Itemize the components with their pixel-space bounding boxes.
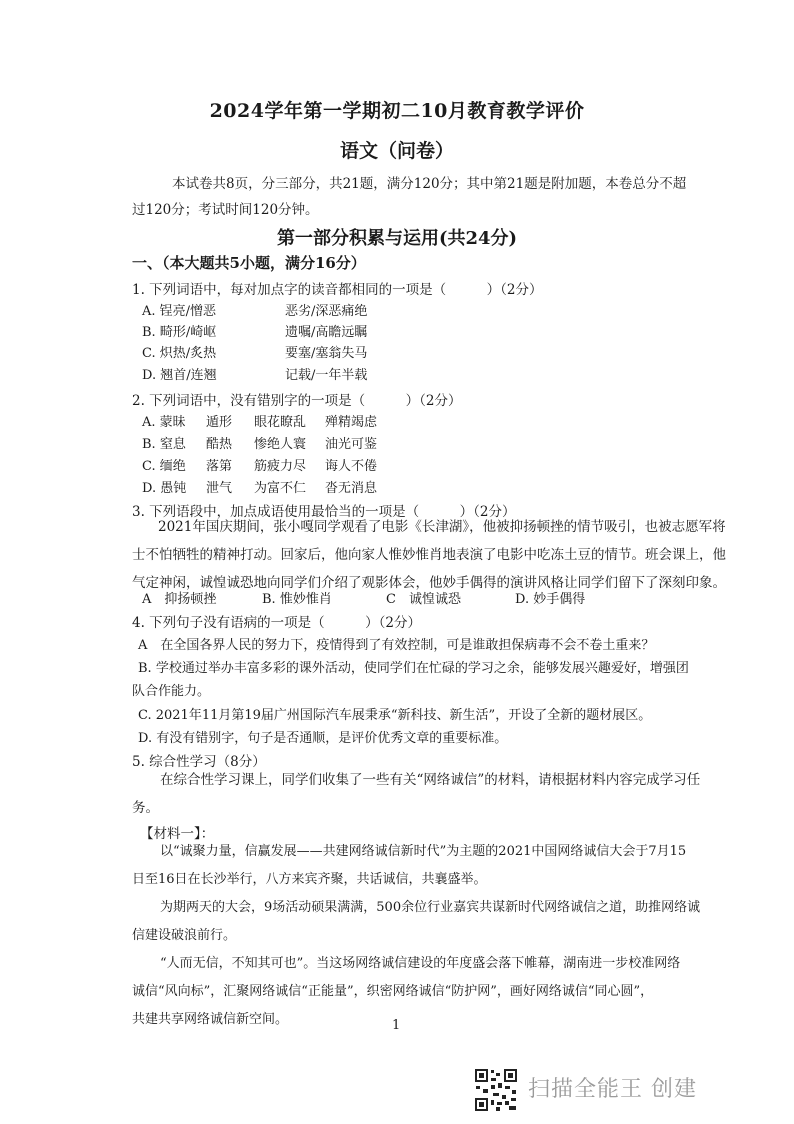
q3-option-b: B. 惟妙惟肖 — [262, 592, 332, 607]
q3-passage-line: 2021年国庆期间，张小嘎同学观看了电影《长津湖》，他被抑扬顿挫的情节吸引，也被志愿军将 — [158, 519, 726, 535]
q2-option-b-4: 油光可鉴 — [325, 437, 378, 452]
q2-option-d-2: 泄气 — [206, 481, 233, 496]
material-line: 诚信“风向标”，汇聚网络诚信“正能量”，织密网络诚信“防护网”，画好网络诚信“同心圆”， — [132, 984, 654, 999]
q2-option-a-3: 眼花瞭乱 — [254, 415, 307, 430]
q2-option-d-1: D. 愚钝 — [142, 481, 187, 496]
q4-option-d: D. 有没有错别字，句子是否通顺，是评价优秀文章的重要标准。 — [138, 731, 508, 746]
q1-option-a-left: A. 锃亮/憎恶 — [142, 304, 217, 319]
q5-intro-line: 在综合性学习课上，同学们收集了一些有关“网络诚信”的材料，请根据材料内容完成学习任 — [160, 772, 701, 788]
q2-option-c-2: 落第 — [206, 459, 233, 474]
q1-option-c-right: 要塞/塞翁失马 — [285, 346, 368, 361]
q1-option-b-right: 遗嘱/高瞻远瞩 — [285, 325, 368, 340]
q2-option-b-3: 惨绝人寰 — [254, 437, 307, 452]
q4-option-b: B. 学校通过举办丰富多彩的课外活动，使同学们在忙碌的学习之余，能够发展兴趣爱好，增强团 — [138, 661, 689, 676]
q3-option-d: D. 妙手偶得 — [515, 592, 586, 607]
exam-intro — [132, 171, 692, 223]
q3-passage — [132, 513, 726, 597]
q2-option-c-4: 诲人不倦 — [325, 459, 378, 474]
q4-option-c: C. 2021年11月第19届广州国际汽车展秉承“新科技、新生活”，开设了全新的题材展区。 — [138, 708, 652, 723]
q1-option-d-left: D. 翘首/连翘 — [142, 368, 217, 383]
scanner-watermark: 扫描全能王 创建 — [528, 1077, 697, 1102]
qr-code-icon — [474, 1068, 518, 1112]
page-number: 1 — [392, 1018, 401, 1033]
material-line: 日至16日在长沙举行，八方来宾齐聚，共话诚信，共襄盛举。 — [132, 872, 487, 887]
q2-option-a-4: 殚精竭虑 — [325, 415, 378, 430]
q5-intro-line: 务。 — [132, 800, 159, 816]
q1-option-d-right: 记载/一年半载 — [285, 368, 368, 383]
material-line: 信建设破浪前行。 — [132, 928, 237, 943]
q5-intro — [132, 766, 722, 822]
question-4-stem: 4. 下列句子没有语病的一项是（ ）（2分） — [132, 615, 422, 631]
question-3-stem: 3. 下列语段中，加点成语使用最恰当的一项是（ ）（2分） — [132, 504, 516, 520]
q2-option-a-2: 遁形 — [206, 415, 233, 430]
material-line: 为期两天的大会，9场活动硕果满满，500余位行业嘉宾共谋新时代网络诚信之道，助推网络诚 — [160, 900, 701, 915]
material-one-text — [132, 838, 722, 1034]
q4-option-b-cont: 队合作能力。 — [132, 684, 211, 699]
q2-option-b-1: B. 窒息 — [142, 437, 186, 452]
q2-option-c-1: C. 缅绝 — [142, 459, 186, 474]
question-5-stem: 5. 综合性学习（8分） — [132, 754, 266, 770]
part-one-title: 第一部分积累与运用(共24分) — [276, 228, 518, 249]
exam-title: 2024学年第一学期初二10月教育教学评价 — [209, 100, 585, 122]
q4-option-a: A 在全国各界人民的努力下，疫情得到了有效控制，可是谁敢担保病毒不会不卷土重来？ — [138, 638, 655, 653]
q1-option-a-right: 恶劣/深恶痛绝 — [285, 304, 368, 319]
question-1-stem: 1. 下列词语中，每对加点字的读音都相同的一项是（ ）（2分） — [132, 282, 543, 298]
q2-option-d-4: 沓无消息 — [325, 481, 378, 496]
intro-line: 本试卷共8页，分三部分，共21题，满分120分；其中第21题是附加题，本卷总分不超 — [172, 176, 687, 192]
material-one-label: 【材料一】： — [140, 826, 215, 842]
q2-option-a-1: A. 蒙昧 — [142, 415, 186, 430]
q2-option-d-3: 为富不仁 — [254, 481, 307, 496]
material-line: “人而无信，不知其可也”。当这场网络诚信建设的年度盛会落下帷幕，湖南进一步校准网络 — [160, 956, 681, 971]
q1-option-c-left: C. 炽热/炙热 — [142, 346, 217, 361]
question-2-stem: 2. 下列词语中，没有错别字的一项是（ ）（2分） — [132, 393, 462, 409]
q3-option-c: C 诚惶诚恐 — [386, 592, 461, 607]
q2-option-c-3: 筋疲力尽 — [254, 459, 307, 474]
q1-option-b-left: B. 畸形/崎岖 — [142, 325, 217, 340]
material-line: 共建共享网络诚信新空间。 — [132, 1012, 289, 1027]
material-line: 以“诚聚力量，信赢发展——共建网络诚信新时代”为主题的2021中国网络诚信大会于7月15 — [160, 844, 687, 859]
intro-line: 过120分；考试时间120分钟。 — [132, 202, 319, 218]
q3-option-a: A 抑扬顿挫 — [142, 592, 217, 607]
q3-passage-line: 气定神闲，诚惶诚恐地向同学们介绍了观影体会，他妙手偶得的演讲风格让同学们留下了深刻印象。 — [132, 575, 726, 591]
q2-option-b-2: 酷热 — [206, 437, 233, 452]
section-one-title: 一、（本大题共5小题，满分16分） — [132, 254, 366, 272]
q3-passage-line: 士不怕牺牲的精神打动。回家后，他向家人惟妙惟肖地表演了电影中吃冻土豆的情节。班会课上，他 — [132, 547, 726, 563]
exam-subtitle: 语文（问卷） — [339, 140, 454, 162]
